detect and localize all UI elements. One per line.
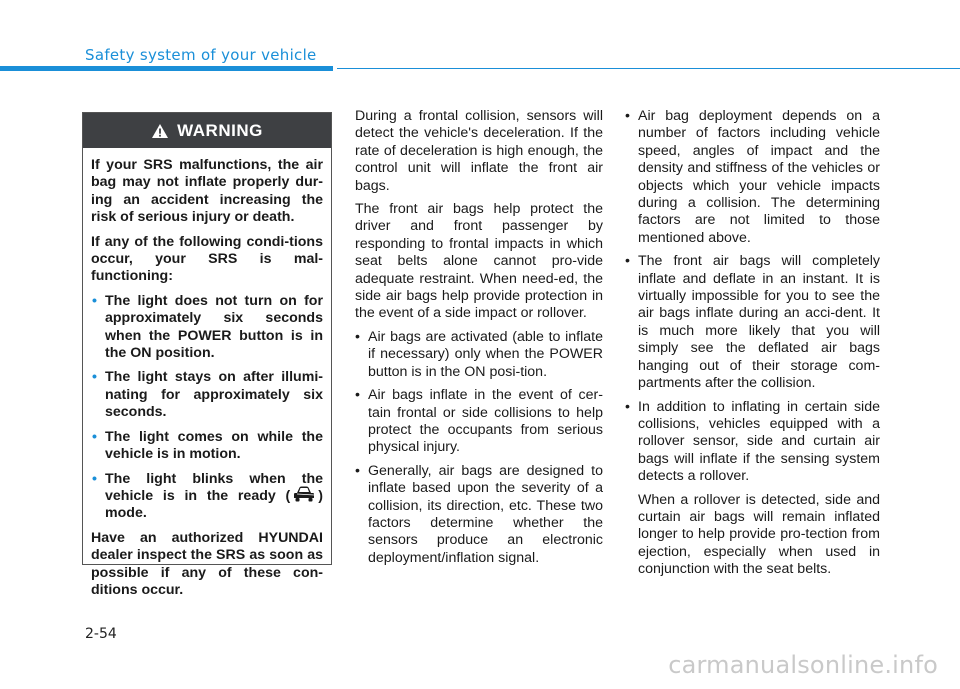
header-rule-thick xyxy=(0,66,333,71)
warning-lead: If any of the following condi-tions occur, your SRS is mal-functioning: xyxy=(91,233,323,285)
paragraph: The front air bags help protect the driver and front passenger by responding to frontal impacts in which seat belts alone cannot pro-vide adequate restraint. When need-ed, the side air bags help provide protection in the event of a side impact or rollover. xyxy=(355,201,603,322)
warning-list-item: • The light does not turn on for approximately six seconds when the POWER button is in the ON position. xyxy=(92,292,323,362)
warning-box xyxy=(82,112,332,598)
bullet-list xyxy=(355,329,603,567)
car-ready-icon xyxy=(292,485,316,503)
paragraph: When a rollover is detected, side and curtain air bags will remain inflated longer to help provide pro-tection from ejection, especially when used in conjunction with the seat belts. xyxy=(638,491,880,578)
warning-title: WARNING xyxy=(177,120,263,140)
watermark: carmanualsonline.info xyxy=(668,651,938,679)
header-rule-thin xyxy=(337,68,960,69)
list-item: • The front air bags will completely inflate and deflate in an instant. It is virtually impossible for you to see the air bags inflate during an acci-dent. It is much more likely that you will simply see the deflated air bags hanging out of their storage com-partments after the collision. xyxy=(625,253,880,392)
text-column-2 xyxy=(355,108,603,573)
section-title: Safety system of your vehicle xyxy=(85,46,317,64)
warning-body xyxy=(83,148,331,599)
warning-triangle-icon xyxy=(151,123,169,139)
warning-list xyxy=(91,293,323,523)
page-number: 2-54 xyxy=(85,626,117,642)
list-item: • Air bags inflate in the event of cer-tain frontal or side collisions to help protect the occupants from serious physical injury. xyxy=(355,387,603,456)
paragraph: During a frontal collision, sensors will detect the vehicle's deceleration. If the rate of deceleration is high enough, the control unit will inflate the front air bags. xyxy=(355,108,603,194)
bullet-list xyxy=(625,108,880,486)
list-item: • In addition to inflating in certain side collisions, vehicles equipped with a rollover sensor, side and curtain air bags will inflate if the sensing system detects a rollover. xyxy=(625,398,880,485)
warning-header xyxy=(83,113,331,148)
list-item: • Generally, air bags are designed to inflate based upon the severity of a collision, its direction, etc. These two factors determine whether the sensors produce an electronic deployment/inflation signal. xyxy=(355,462,603,566)
warning-closing: Have an authorized HYUNDAI dealer inspect the SRS as soon as possible if any of these con-ditions occur. xyxy=(91,529,323,598)
list-item: • Air bag deployment depends on a number of factors including vehicle speed, angles of impact and the density and stiffness of the vehicles or objects which your vehicle impacts during a collision. The determining factors are not limited to those mentioned above. xyxy=(625,108,880,246)
warning-list-item: • The light blinks when the vehicle is in the ready ( ) mode. xyxy=(92,470,323,522)
text-column-3 xyxy=(625,108,880,585)
warning-list-item: • The light stays on after illumi-nating for approximately six seconds. xyxy=(92,369,323,421)
list-item: • Air bags are activated (able to inflate if necessary) only when the POWER button is in the ON posi-tion. xyxy=(355,328,603,380)
warning-list-item: • The light comes on while the vehicle is in motion. xyxy=(92,428,323,463)
warning-intro: If your SRS malfunctions, the air bag may not inflate properly dur-ing an accident increasing the risk of serious injury or death. xyxy=(91,157,323,226)
